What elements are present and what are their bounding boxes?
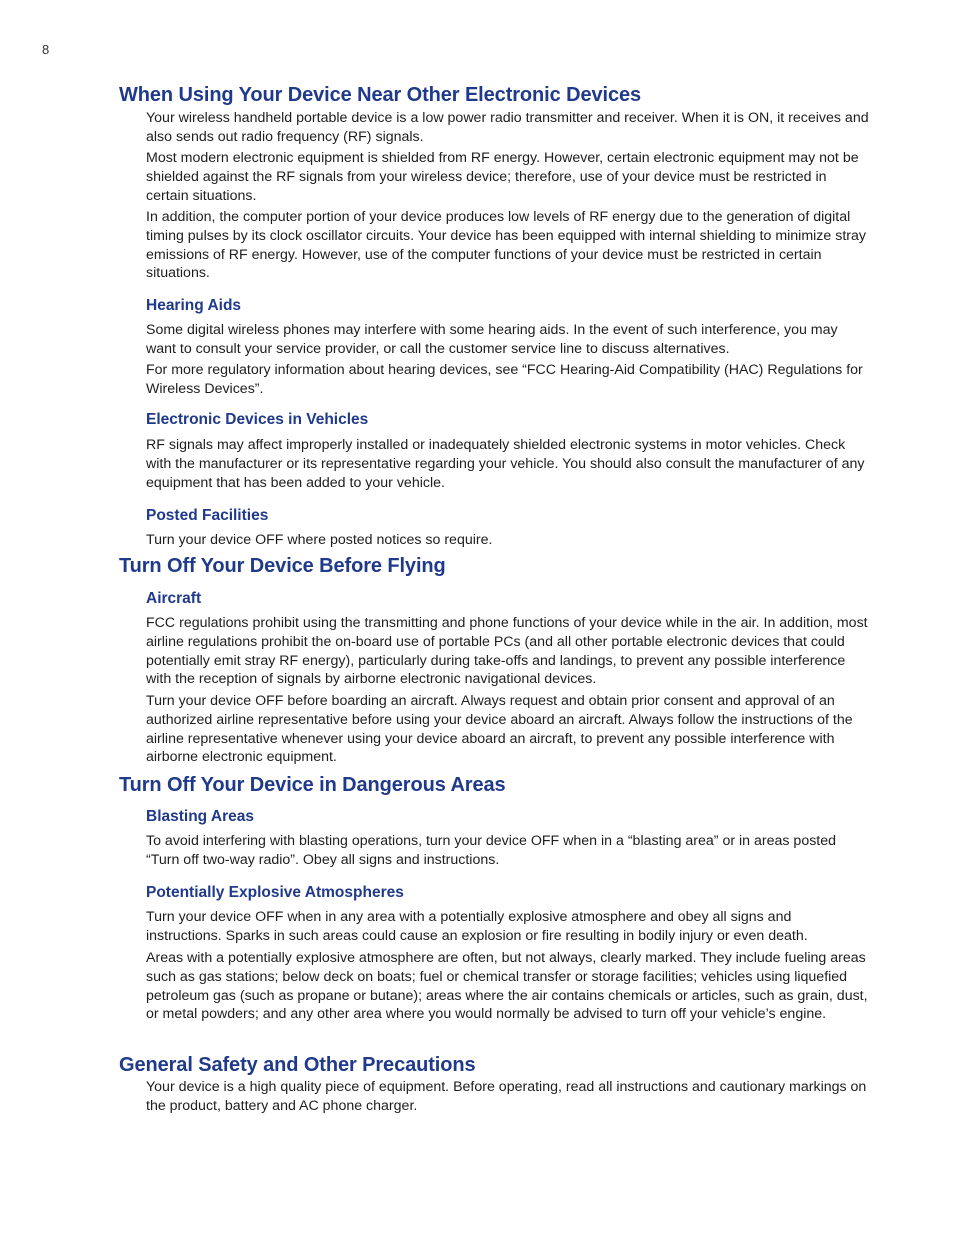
page-number: 8 bbox=[42, 42, 50, 57]
subsection-heading-hearing-aids: Hearing Aids bbox=[146, 297, 242, 314]
subsection-heading-aircraft: Aircraft bbox=[146, 590, 202, 607]
subsection-heading-explosive-atmospheres: Potentially Explosive Atmospheres bbox=[146, 884, 404, 901]
paragraph: Turn your device OFF when in any area with a potentially explosive atmosphere and obey all signs and instructions. Sparks in such areas could cause an explosion or fire resulting in bodily injury or even death. bbox=[146, 909, 808, 944]
paragraph: To avoid interfering with blasting operations, turn your device OFF when in a “blasting area” or in areas posted “Turn off two-way radio”. Obey all signs and instructions. bbox=[146, 833, 837, 868]
subsection-heading-blasting-areas: Blasting Areas bbox=[146, 808, 254, 825]
paragraph: Most modern electronic equipment is shielded from RF energy. However, certain electronic equipment may not be shielded against the RF signals from your wireless device; therefore, use of your device must be restricted in certain situations. bbox=[146, 150, 859, 204]
paragraph: RF signals may affect improperly installed or inadequately shielded electronic systems in motor vehicles. Check with the manufacturer or its representative regarding your vehicle. You should also consult the manufacturer of any equipment that has been added to your vehicle. bbox=[146, 437, 865, 491]
section-heading-electronic-devices: When Using Your Device Near Other Electronic Devices bbox=[119, 84, 642, 106]
paragraph: Some digital wireless phones may interfere with some hearing aids. In the event of such interference, you may want to consult your service provider, or call the customer service line to discuss alternatives. bbox=[146, 322, 838, 357]
section-heading-general-safety: General Safety and Other Precautions bbox=[119, 1054, 476, 1076]
paragraph: Areas with a potentially explosive atmosphere are often, but not always, clearly marked. They include fueling areas such as gas stations; below deck on boats; fuel or chemical transfer or storage facilities; vehicles using liquefied petroleum gas (such as propane or butane); areas where the air contains chemicals or articles, such as grain, dust, or metal powders; and any other area where you would normally be advised to turn off your vehicle’s engine. bbox=[146, 950, 868, 1023]
paragraph: Turn your device OFF where posted notices so require. bbox=[146, 532, 493, 548]
paragraph: In addition, the computer portion of your device produces low levels of RF energy due to the generation of digital timing pulses by its clock oscillator circuits. Your device has been equipped with internal shielding to minimize stray emissions of RF energy. However, use of the computer functions of your device must be restricted in certain situations. bbox=[146, 209, 866, 282]
paragraph: For more regulatory information about hearing devices, see “FCC Hearing-Aid Compatibility (HAC) Regulations for Wireless Devices”. bbox=[146, 362, 863, 397]
paragraph: Turn your device OFF before boarding an aircraft. Always request and obtain prior consent and approval of an authorized airline representative before using your device aboard an aircraft. Always follow the instructions of the airline representative whenever using your device aboard an aircraft, to prevent any possible interference with airborne electronic equipment. bbox=[146, 693, 853, 766]
subsection-heading-posted-facilities: Posted Facilities bbox=[146, 507, 269, 524]
section-heading-dangerous-areas: Turn Off Your Device in Dangerous Areas bbox=[119, 774, 506, 796]
paragraph: Your device is a high quality piece of equipment. Before operating, read all instructions and cautionary markings on the product, battery and AC phone charger. bbox=[146, 1079, 867, 1114]
paragraph: FCC regulations prohibit using the transmitting and phone functions of your device while in the air. In addition, most airline regulations prohibit the on-board use of portable PCs (and all other portable electronic devices that could potentially emit stray RF energy), particularly during take-offs and landings, to prevent any possible interference with the reception of signals by airborne electronic navigational devices. bbox=[146, 615, 868, 688]
subsection-heading-vehicles: Electronic Devices in Vehicles bbox=[146, 411, 369, 428]
section-heading-flying: Turn Off Your Device Before Flying bbox=[119, 555, 446, 577]
paragraph: Your wireless handheld portable device is a low power radio transmitter and receiver. When it is ON, it receives and also sends out radio frequency (RF) signals. bbox=[146, 110, 869, 145]
